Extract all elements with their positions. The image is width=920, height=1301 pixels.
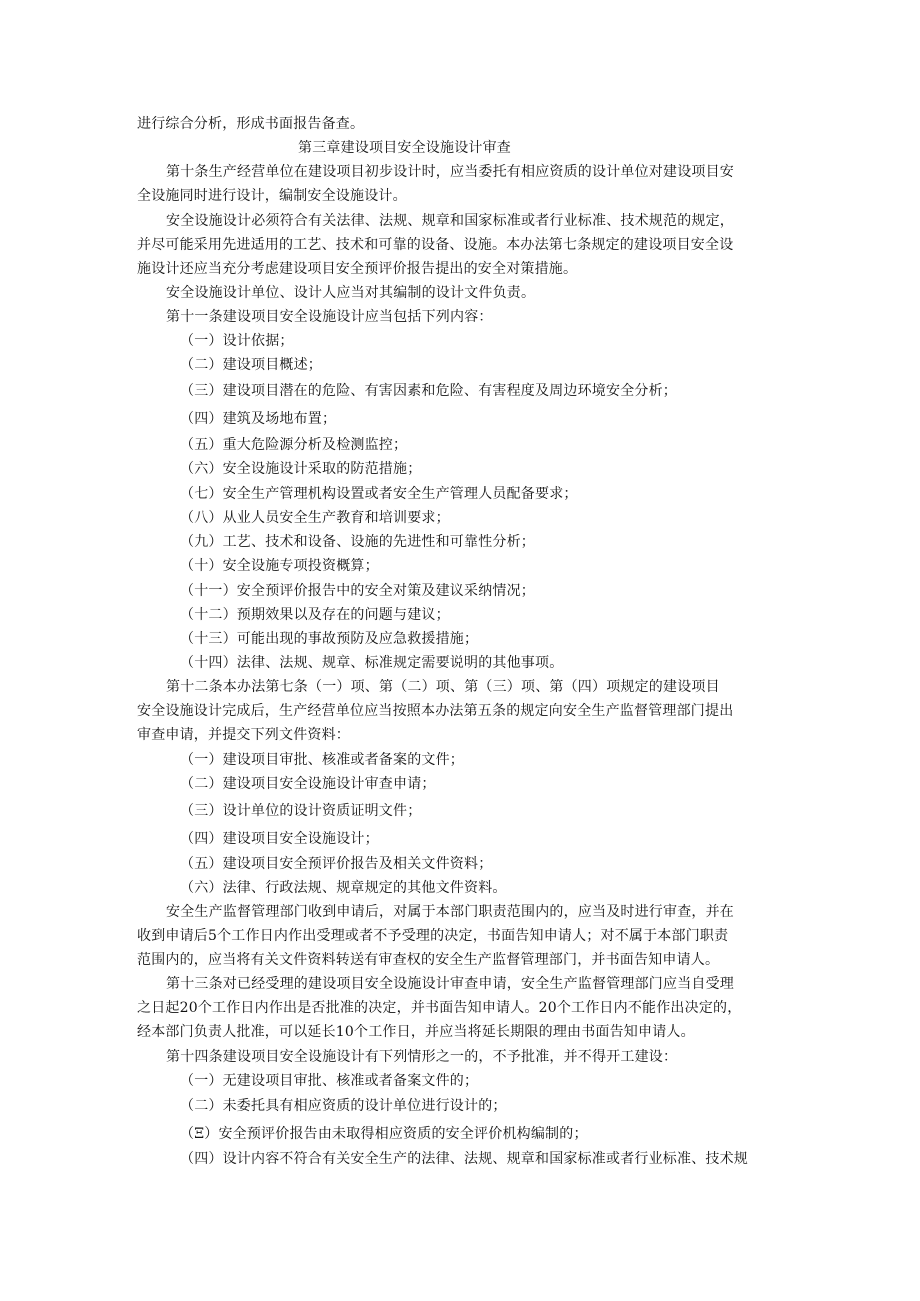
article-12-line-2: 安全设施设计完成后，生产经营单位应当按照本办法第五条的规定向安全生产监督管理部门提出 [137, 703, 734, 719]
article-13-line-1: 第十三条对已经受理的建设项目安全设施设计审查申请，安全生产监督管理部门应当自受理 [166, 976, 734, 992]
list-item: （十二）预期效果以及存在的问题与建议； [180, 607, 450, 623]
paragraph-line: 安全生产监督管理部门收到申请后，对属于本部门职责范围内的，应当及时进行审查，并在 [166, 904, 734, 920]
list-item: （三）设计单位的设计资质证明文件； [180, 803, 422, 819]
list-item: （十一）安全预评价报告中的安全对策及建议采纳情况； [180, 583, 535, 599]
paragraph-line: 范围内的，应当将有关文件资料转送有审查权的安全生产监督管理部门，并书面告知申请人。 [137, 952, 720, 968]
chapter-heading: 第三章建设项目安全设施设计审查 [298, 140, 511, 156]
list-item: （一）建设项目审批、核准或者备案的文件； [180, 752, 464, 768]
list-item: （二）建设项目安全设施设计审查申请； [180, 776, 436, 792]
paragraph-line: 并尽可能采用先进适用的工艺、技术和可靠的设备、设施。本办法第七条规定的建设项目安全设 [137, 237, 734, 253]
list-item: （十四）法律、法规、规章、标准规定需要说明的其他事项。 [180, 655, 564, 671]
article-12-line-3: 审查申请，并提交下列文件资料： [137, 727, 350, 743]
list-item: （二）未委托具有相应资质的设计单位进行设计的； [180, 1098, 507, 1114]
list-item: （四）设计内容不符合有关安全生产的法律、法规、规章和国家标准或者行业标准、技术规 [180, 1151, 748, 1167]
list-item: （一）设计依据； [180, 333, 294, 349]
article-13-line-3: 经本部门负责人批准，可以延长10个工作日，并应当将延长期限的理由书面告知申请人。 [137, 1024, 695, 1040]
list-item: （一）无建设项目审批、核准或者备案文件的； [180, 1073, 479, 1089]
list-item: （五）建设项目安全预评价报告及相关文件资料； [180, 856, 493, 872]
list-item: （五）重大危险源分析及检测监控； [180, 437, 408, 453]
list-item: （六）法律、行政法规、规章规定的其他文件资料。 [180, 880, 507, 896]
article-12-line-1: 第十二条本办法第七条（一）项、第（二）项、第（三）项、第（四）项规定的建设项目 [166, 679, 720, 695]
list-item: （十三）可能出现的事故预防及应急救援措施； [180, 631, 479, 647]
list-item: （二）建设项目概述； [180, 357, 322, 373]
list-item: （十）安全设施专项投资概算； [180, 558, 379, 574]
paragraph-line: 安全设施设计单位、设计人应当对其编制的设计文件负责。 [166, 285, 536, 301]
list-item: （八）从业人员安全生产教育和培训要求； [180, 510, 450, 526]
article-11-heading: 第十一条建设项目安全设施设计应当包括下列内容： [166, 309, 493, 325]
text-line-continuation: 进行综合分析，形成书面报告备查。 [137, 116, 365, 132]
list-item: （Ξ）安全预评价报告由未取得相应资质的安全评价机构编制的； [180, 1126, 588, 1142]
list-item: （四）建筑及场地布置； [180, 411, 337, 427]
paragraph-line: 收到申请后5个工作日内作出受理或者不予受理的决定，书面告知申请人；对不属于本部门职责 [137, 928, 729, 944]
article-10-line-1: 第十条生产经营单位在建设项目初步设计时，应当委托有相应资质的设计单位对建设项目安 [166, 164, 734, 180]
list-item: （九）工艺、技术和设备、设施的先进性和可靠性分析； [180, 534, 535, 550]
list-item: （四）建设项目安全设施设计； [180, 831, 379, 847]
list-item: （六）安全设施设计采取的防范措施； [180, 461, 422, 477]
list-item: （七）安全生产管理机构设置或者安全生产管理人员配备要求； [180, 486, 578, 502]
article-13-line-2: 之日起20个工作日内作出是否批准的决定，并书面告知申请人。20个工作日内不能作出决定的， [137, 1000, 742, 1016]
article-10-line-2: 全设施同时进行设计，编制安全设施设计。 [137, 188, 407, 204]
article-14-heading: 第十四条建设项目安全设施设计有下列情形之一的，不予批准，并不得开工建设： [166, 1049, 678, 1065]
paragraph-line: 施设计还应当充分考虑建设项目安全预评价报告提出的安全对策措施。 [137, 261, 578, 277]
list-item: （三）建设项目潜在的危险、有害因素和危险、有害程度及周边环境安全分析； [180, 383, 677, 399]
paragraph-line: 安全设施设计必须符合有关法律、法规、规章和国家标准或者行业标准、技术规范的规定， [166, 213, 734, 229]
